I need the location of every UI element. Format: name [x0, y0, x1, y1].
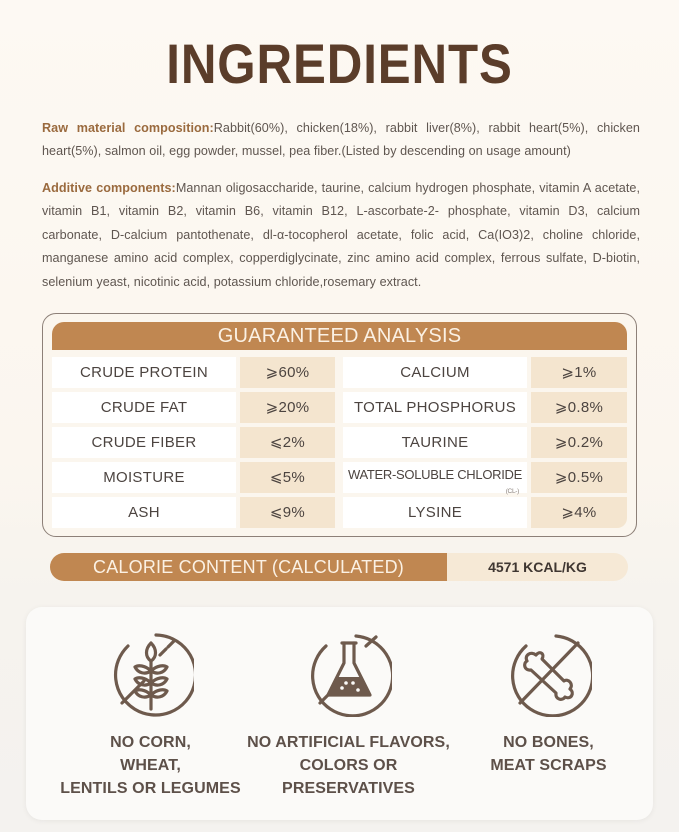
- analysis-value-water-soluble-chloride: ⩾0.5%: [531, 462, 627, 493]
- additive-label: Additive components:: [42, 181, 176, 195]
- analysis-subscript-cl: (CL-): [505, 488, 519, 495]
- raw-material-text: Rabbit(60%), chicken(18%), rabbit liver(8%), rabbit heart(5%), chicken heart(5%), salmon oil, egg powder, mussel, pea fiber.(Listed by descending on usage amount): [42, 121, 640, 159]
- analysis-value-calcium: ⩾1%: [531, 357, 627, 388]
- no-chemical-flask-icon: [306, 631, 392, 717]
- analysis-name-crude-protein: CRUDE PROTEIN: [52, 357, 236, 388]
- feature-no-artificial: [244, 607, 453, 820]
- calorie-content-bar: [50, 553, 628, 581]
- free-from-features-card: [26, 607, 653, 820]
- analysis-value-crude-fiber: ⩽2%: [240, 427, 335, 458]
- no-grain-icon: [108, 631, 194, 717]
- feature-line: MEAT SCRAPS: [490, 757, 607, 774]
- raw-material-label: Raw material composition:: [42, 121, 214, 135]
- feature-no-grain: [46, 607, 255, 820]
- analysis-value-lysine: ⩾4%: [531, 497, 627, 528]
- feature-no-grain-text: [46, 731, 255, 800]
- feature-line: WHEAT,: [120, 757, 181, 774]
- analysis-name-lysine: LYSINE: [343, 497, 527, 528]
- analysis-value-ash: ⩽9%: [240, 497, 335, 528]
- feature-line: NO ARTIFICIAL FLAVORS,: [247, 734, 450, 751]
- analysis-name-crude-fat: CRUDE FAT: [52, 392, 236, 423]
- guaranteed-analysis-title: GUARANTEED ANALYSIS: [52, 322, 627, 350]
- analysis-name-total-phosphorus: TOTAL PHOSPHORUS: [343, 392, 527, 423]
- feature-line: LENTILS OR LEGUMES: [60, 780, 241, 797]
- feature-line: PRESERVATIVES: [282, 780, 415, 797]
- analysis-name-ash: ASH: [52, 497, 236, 528]
- calorie-content-label: CALORIE CONTENT (CALCULATED): [50, 553, 447, 581]
- additive-text: Mannan oligosaccharide, taurine, calcium hydrogen phosphate, vitamin A acetate, vitamin B1, vitamin B2, vitamin B6, vitamin B12, L-ascorbate-2- phosphate, vitamin D3, calcium carbonate, D-calcium pantothenate, dl-α-tocopherol acetate, folic acid, Ca(IO3)2, choline chloride, manganese amino acid complex, copperdiglycinate, zinc amino acid complex, ferrous sulfate, D-biotin, selenium yeast, nicotinic acid, potassium chloride,rosemary extract.: [42, 181, 641, 289]
- analysis-value-crude-protein: ⩾60%: [240, 357, 335, 388]
- analysis-value-crude-fat: ⩾20%: [240, 392, 335, 423]
- analysis-value-taurine: ⩾0.2%: [531, 427, 627, 458]
- analysis-value-moisture: ⩽5%: [240, 462, 335, 493]
- analysis-name-taurine: TAURINE: [343, 427, 527, 458]
- raw-material-composition: [42, 117, 640, 164]
- analysis-name-moisture: MOISTURE: [52, 462, 236, 493]
- analysis-name-water-soluble-chloride: WATER-SOLUBLE CHLORIDE: [348, 467, 522, 482]
- feature-line: COLORS OR: [299, 757, 398, 774]
- page-title: INGREDIENTS: [166, 32, 513, 95]
- analysis-cell-water-soluble-chloride: [343, 462, 527, 493]
- calorie-content-value: 4571 KCAL/KG: [488, 559, 587, 575]
- feature-no-artificial-text: [244, 731, 453, 800]
- feature-line: NO BONES,: [503, 734, 594, 751]
- feature-no-bones-text: [444, 731, 653, 777]
- feature-no-bones: [444, 607, 653, 820]
- analysis-name-calcium: CALCIUM: [343, 357, 527, 388]
- analysis-value-total-phosphorus: ⩾0.8%: [531, 392, 627, 423]
- feature-line: NO CORN,: [110, 734, 191, 751]
- no-bone-icon: [506, 631, 592, 717]
- additive-components: [42, 177, 640, 294]
- analysis-name-crude-fiber: CRUDE FIBER: [52, 427, 236, 458]
